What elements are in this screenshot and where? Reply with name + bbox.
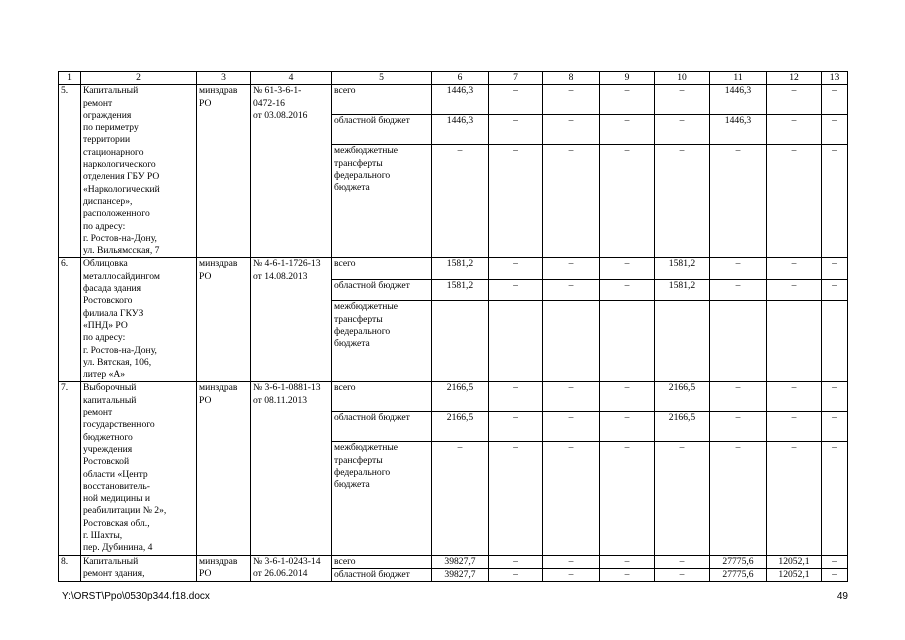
amount-cell: –: [655, 115, 710, 145]
column-number: 9: [600, 72, 655, 85]
amount-cell: –: [822, 85, 848, 115]
amount-cell: 12052,1: [767, 568, 822, 581]
amount-cell: –: [822, 442, 848, 555]
amount-cell: –: [543, 382, 600, 412]
amount-cell: –: [710, 258, 767, 279]
table-row: [59, 382, 848, 412]
amount-cell: –: [543, 258, 600, 279]
amount-cell: –: [655, 85, 710, 115]
amount-cell: –: [543, 555, 600, 568]
amount-cell: –: [767, 145, 822, 258]
amount-cell: 27775,6: [710, 568, 767, 581]
amount-cell: –: [822, 258, 848, 279]
amount-cell: –: [489, 382, 543, 412]
amount-cell: 1446,3: [432, 115, 489, 145]
amount-cell: –: [710, 442, 767, 555]
funding-source: межбюджетные трансферты федерального бюджета: [332, 301, 432, 382]
amount-cell: 1446,3: [432, 85, 489, 115]
amount-cell: –: [767, 258, 822, 279]
amount-cell: –: [822, 412, 848, 442]
amount-cell: 12052,1: [767, 555, 822, 568]
ministry: минздрав РО: [197, 258, 251, 382]
amount-cell: –: [489, 145, 543, 258]
table-row: [59, 555, 848, 568]
amount-cell: –: [600, 412, 655, 442]
amount-cell: 1581,2: [432, 279, 489, 300]
row-number: 7.: [59, 382, 81, 555]
column-number: 6: [432, 72, 489, 85]
budget-table: [58, 71, 848, 582]
column-number-row: [59, 72, 848, 85]
amount-cell: 2166,5: [432, 412, 489, 442]
column-number: 7: [489, 72, 543, 85]
funding-source: областной бюджет: [332, 412, 432, 442]
amount-cell: –: [600, 568, 655, 581]
amount-cell: –: [600, 555, 655, 568]
amount-cell: –: [822, 555, 848, 568]
amount-cell: –: [710, 382, 767, 412]
column-number: 1: [59, 72, 81, 85]
ministry: минздрав РО: [197, 382, 251, 555]
amount-cell: –: [543, 568, 600, 581]
amount-cell: –: [489, 115, 543, 145]
table-row: [59, 258, 848, 279]
funding-source: всего: [332, 382, 432, 412]
column-number: 8: [543, 72, 600, 85]
amount-cell: [767, 301, 822, 382]
column-number: 10: [655, 72, 710, 85]
amount-cell: –: [489, 258, 543, 279]
amount-cell: 1581,2: [432, 258, 489, 279]
object-name: Капитальный ремонт здания,: [81, 555, 197, 582]
amount-cell: [600, 301, 655, 382]
amount-cell: –: [600, 279, 655, 300]
amount-cell: –: [822, 279, 848, 300]
expertise-document: № 3-6-1-0243-14 от 26.06.2014: [251, 555, 332, 582]
amount-cell: –: [489, 555, 543, 568]
expertise-document: № 3-6-1-0881-13 от 08.11.2013: [251, 382, 332, 555]
amount-cell: –: [600, 442, 655, 555]
footer-file-path: Y:\ORST\Ppo\0530p344.f18.docx: [62, 591, 210, 602]
ministry: минздрав РО: [197, 555, 251, 582]
amount-cell: –: [767, 442, 822, 555]
amount-cell: –: [543, 442, 600, 555]
amount-cell: –: [822, 568, 848, 581]
amount-cell: –: [543, 115, 600, 145]
amount-cell: 39827,7: [432, 568, 489, 581]
amount-cell: –: [600, 85, 655, 115]
amount-cell: –: [822, 382, 848, 412]
column-number: 3: [197, 72, 251, 85]
amount-cell: 27775,6: [710, 555, 767, 568]
amount-cell: [710, 301, 767, 382]
amount-cell: 1581,2: [655, 279, 710, 300]
amount-cell: –: [600, 382, 655, 412]
funding-source: всего: [332, 85, 432, 115]
amount-cell: 39827,7: [432, 555, 489, 568]
column-number: 5: [332, 72, 432, 85]
amount-cell: –: [655, 555, 710, 568]
amount-cell: –: [767, 279, 822, 300]
funding-source: областной бюджет: [332, 279, 432, 300]
amount-cell: –: [432, 145, 489, 258]
amount-cell: –: [489, 85, 543, 115]
amount-cell: [655, 301, 710, 382]
amount-cell: –: [822, 145, 848, 258]
amount-cell: –: [655, 568, 710, 581]
amount-cell: –: [543, 412, 600, 442]
amount-cell: –: [543, 145, 600, 258]
amount-cell: –: [543, 279, 600, 300]
column-number: 11: [710, 72, 767, 85]
amount-cell: 1446,3: [710, 115, 767, 145]
amount-cell: 2166,5: [655, 382, 710, 412]
amount-cell: –: [655, 442, 710, 555]
funding-source: областной бюджет: [332, 115, 432, 145]
amount-cell: –: [710, 145, 767, 258]
amount-cell: [822, 301, 848, 382]
amount-cell: –: [767, 85, 822, 115]
amount-cell: –: [543, 85, 600, 115]
expertise-document: № 61-3-6-1- 0472-16 от 03.08.2016: [251, 85, 332, 258]
funding-source: межбюджетные трансферты федерального бюджета: [332, 145, 432, 258]
amount-cell: –: [767, 115, 822, 145]
amount-cell: –: [489, 442, 543, 555]
row-number: 8.: [59, 555, 81, 582]
amount-cell: [432, 301, 489, 382]
amount-cell: –: [432, 442, 489, 555]
amount-cell: 2166,5: [655, 412, 710, 442]
amount-cell: [543, 301, 600, 382]
table-row: [59, 85, 848, 115]
amount-cell: 1581,2: [655, 258, 710, 279]
row-number: 6.: [59, 258, 81, 382]
expertise-document: № 4-6-1-1726-13 от 14.08.2013: [251, 258, 332, 382]
amount-cell: –: [767, 382, 822, 412]
amount-cell: –: [600, 115, 655, 145]
amount-cell: –: [489, 279, 543, 300]
object-name: Капитальный ремонт ограждения по периметру территории стационарного наркологического отделения ГБУ РО «Наркологический диспансер», расположенного по адресу: г. Ростов-на-Дону, ул. Вильямсская, 7: [81, 85, 197, 258]
row-number: 5.: [59, 85, 81, 258]
amount-cell: –: [655, 145, 710, 258]
column-number: 2: [81, 72, 197, 85]
column-number: 4: [251, 72, 332, 85]
funding-source: всего: [332, 555, 432, 568]
object-name: Облицовка металлосайдингом фасада здания Ростовского филиала ГКУЗ «ПНД» РО по адресу: г. Ростов-на-Дону, ул. Вятская, 106, литер «А»: [81, 258, 197, 382]
funding-source: областной бюджет: [332, 568, 432, 581]
object-name: Выборочный капитальный ремонт государственного бюджетного учреждения Ростовской области «Центр восстановитель- ной медицины и реабилитации № 2», Ростовская обл., г. Шахты, пер. Дубинина, 4: [81, 382, 197, 555]
amount-cell: –: [489, 568, 543, 581]
ministry: минздрав РО: [197, 85, 251, 258]
amount-cell: –: [767, 412, 822, 442]
column-number: 13: [822, 72, 848, 85]
amount-cell: –: [710, 412, 767, 442]
amount-cell: 1446,3: [710, 85, 767, 115]
funding-source: всего: [332, 258, 432, 279]
amount-cell: –: [822, 115, 848, 145]
amount-cell: –: [600, 145, 655, 258]
amount-cell: –: [600, 258, 655, 279]
funding-source: межбюджетные трансферты федерального бюджета: [332, 442, 432, 555]
amount-cell: –: [710, 279, 767, 300]
page-number: 49: [836, 591, 848, 602]
amount-cell: –: [489, 412, 543, 442]
column-number: 12: [767, 72, 822, 85]
amount-cell: [489, 301, 543, 382]
amount-cell: 2166,5: [432, 382, 489, 412]
